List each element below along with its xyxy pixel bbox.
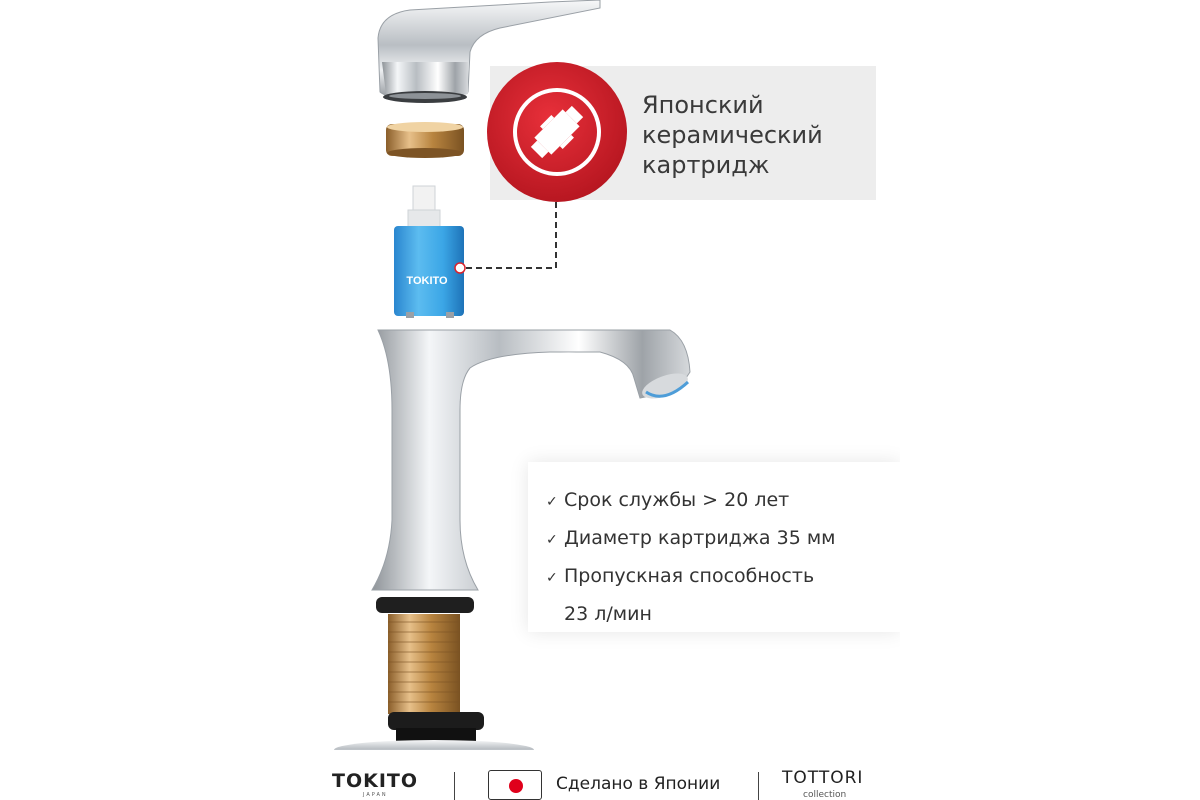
ceramic-cartridge: [394, 186, 464, 318]
callout-line-2: керамический: [642, 121, 823, 149]
cartridge-badge: [487, 62, 627, 202]
cartridge-brand-label: TOKITO: [406, 275, 448, 287]
callout-line-1: Японский: [642, 91, 764, 119]
callout-line-3: картридж: [642, 151, 770, 179]
brass-nut: [386, 122, 464, 158]
collection-name: TOTTORI: [782, 768, 864, 788]
cartridge-callout-text: [642, 90, 823, 180]
feature-text: Диаметр картриджа 35 мм: [564, 527, 836, 549]
collection-label: collection: [803, 790, 847, 800]
feature-item: [546, 482, 836, 520]
product-infographic: [300, 0, 900, 800]
feature-text: Срок службы > 20 лет: [564, 489, 790, 511]
feature-item: [546, 558, 836, 596]
feature-text: Пропускная способность: [564, 565, 815, 587]
threaded-shank: [334, 597, 534, 760]
check-icon: ✓: [546, 570, 558, 586]
feature-text: 23 л/мин: [564, 603, 652, 625]
japan-flag-icon: [488, 770, 542, 800]
brand-tagline: JAPAN: [363, 792, 388, 798]
features-list: [546, 482, 836, 632]
feature-item: [546, 520, 836, 558]
right-margin: [900, 0, 1200, 800]
left-margin: [0, 0, 300, 800]
check-icon: ✓: [546, 494, 558, 510]
brand-logo: TOKITO: [332, 770, 419, 792]
feature-item-continued: [546, 596, 836, 632]
check-icon: ✓: [546, 532, 558, 548]
footer-divider: [758, 772, 759, 800]
callout-leader-line: [455, 196, 556, 273]
made-in-label: Сделано в Японии: [556, 774, 721, 794]
footer-divider: [454, 772, 455, 800]
